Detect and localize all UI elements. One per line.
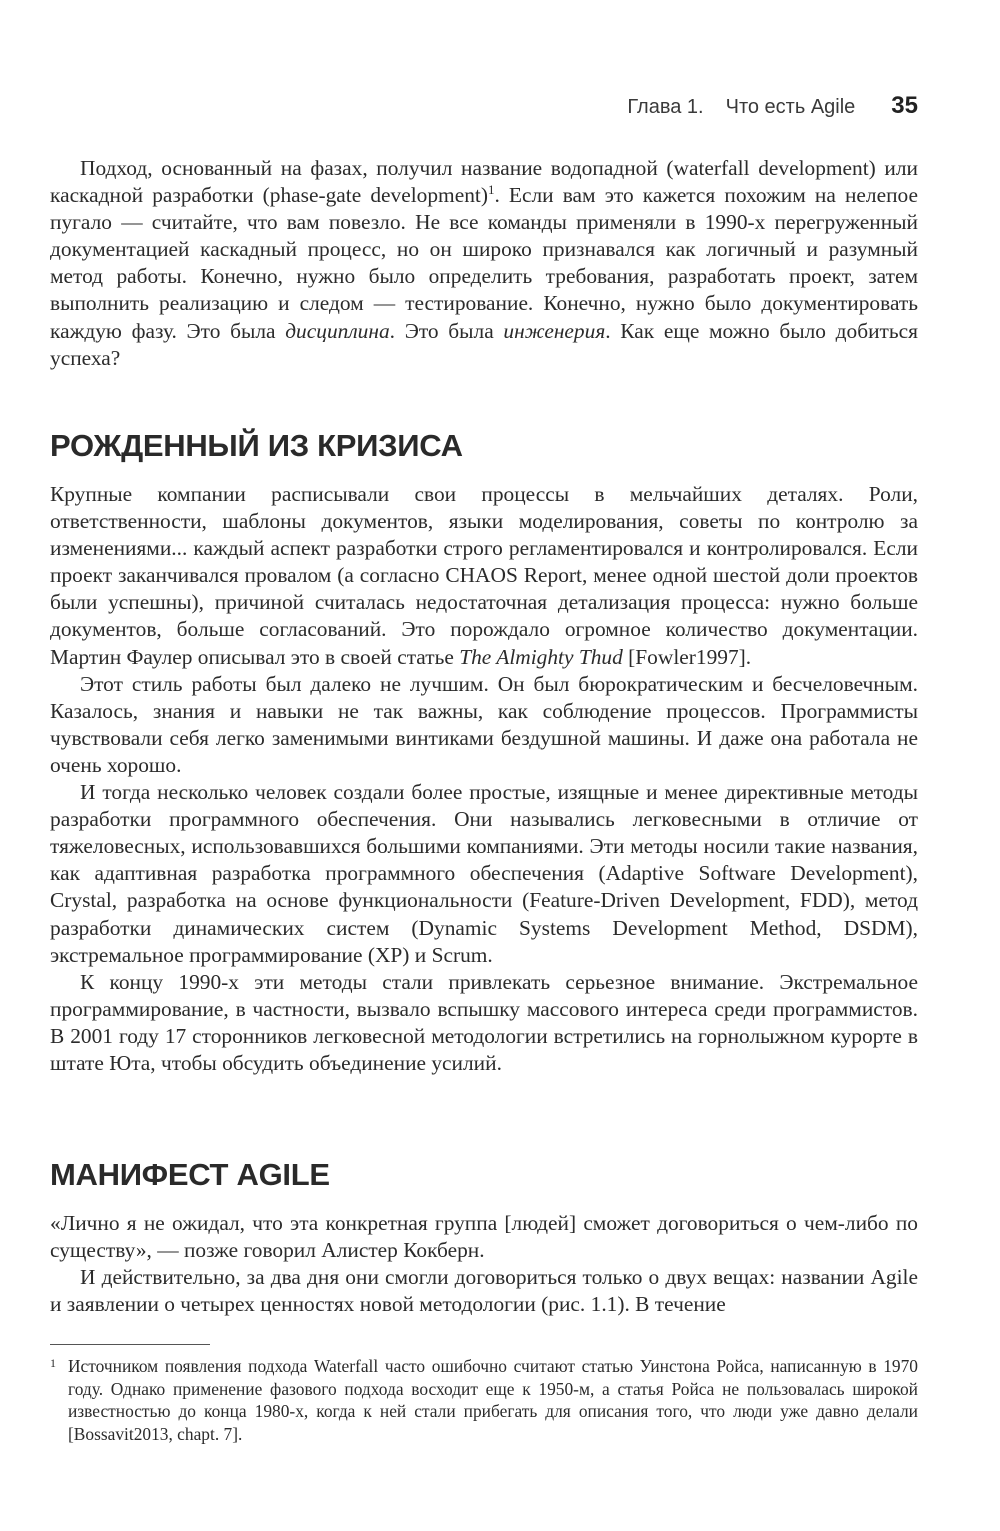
- footnote-mark: 1: [50, 1356, 56, 1370]
- footnote-ref: 1: [487, 181, 495, 197]
- crisis-paragraph-1: Крупные компании расписывали свои процессы в мельчайших деталях. Роли, ответственности, шаблоны документов, языки моделирования, советы по контролю за изменениями... каждый аспект разработки строго регламентировался и контролировался. Если проект заканчивался провалом (а согласно CHAOS Report, менее одной шестой доли проектов были успешны), причиной считалась недостаточная детализация процесса: нужно больше документов, больше согласований. Это порождало огромное количество документации. Мартин Фаулер описывал это в своей статье The Almighty Thud [Fowler1997].: [50, 482, 918, 669]
- intro-paragraph: Подход, основанный на фазах, получил название водопадной (waterfall development) или каскадной разработки (phase-gate development)$^1$. Если вам это кажется похожим на нелепое пугало — считайте, что вам повезло. Не все команды применяли в 1990-х перегруженный документацией каскадный процесс, но он широко признавался как логичный и разумный метод работы. Конечно, нужно было определить требования, разработать проект, затем выполнить реализацию и следом — тестирование. Конечно, нужно было документировать каждую фазу. Это была дисциплина. Это была инженерия. Как еще можно было добиться успеха?: [50, 156, 918, 370]
- manifesto-paragraph-1: «Лично я не ожидал, что эта конкретная группа [людей] сможет договориться о чем-либо по существу», — позже говорил Алистер Кокберн.: [50, 1211, 918, 1263]
- manifesto-paragraph-2: И действительно, за два дня они смогли договориться только о двух вещах: названии Agile и заявлении о четырех ценностях новой методологии (рис. 1.1). В течение: [50, 1265, 918, 1317]
- section-heading-manifesto: МАНИФЕСТ AGILE: [50, 1157, 330, 1192]
- crisis-paragraph-4: К концу 1990-х эти методы стали привлекать серьезное внимание. Экстремальное программирование, в частности, вызвало вспышку массового интереса среди программистов. В 2001 году 17 сторонников легковесной методологии встретились на горнолыжном курорте в штате Юта, чтобы обсудить объединение усилий.: [50, 969, 918, 1075]
- crisis-paragraph-2: Этот стиль работы был далеко не лучшим. Он был бюрократическим и бесчеловечным. Казалось, знания и навыки не так важны, как соблюдение процессов. Программисты чувствовали себя легко заменимыми винтиками бездушной машины. И даже она работала не очень хорошо.: [50, 671, 918, 777]
- footnote: [50, 1355, 918, 1445]
- chapter-title: Что есть Agile: [725, 96, 856, 118]
- section-heading-crisis: РОЖДЕННЫЙ ИЗ КРИЗИСА: [50, 428, 463, 463]
- section-crisis-text: [50, 481, 918, 1077]
- section-manifesto-text: [50, 1210, 918, 1318]
- footnote-text: Источником появления подхода Waterfall часто ошибочно считают статью Уинстона Ройса, написанную в 1970 году. Однако применение фазового подхода восходит еще к 1950-м, а статья Ройса не пользовалась широкой известностью до конца 1980-х, когда к ней стали прибегать для описания того, что люди уже давно делали [Bossavit2013, chapt. 7].: [68, 1356, 918, 1444]
- running-head: [627, 92, 918, 120]
- intro-text: [50, 155, 918, 372]
- footnote-divider: [50, 1344, 210, 1345]
- chapter-label: Глава 1.: [627, 96, 704, 118]
- page-number: 35: [891, 92, 918, 119]
- crisis-paragraph-3: И тогда несколько человек создали более простые, изящные и менее директивные методы разработки программного обеспечения. Они назывались легковесными в отличие от тяжеловесных, использовавшихся большими компаниями. Эти методы носили такие названия, как адаптивная разработка программного обеспечения (Adaptive Software Development), Crystal, разработка на основе функциональности (Feature-Driven Development, FDD), метод разработки динамических систем (Dynamic Systems Development Method, DSDM), экстремальное программирование (XP) и Scrum.: [50, 780, 918, 967]
